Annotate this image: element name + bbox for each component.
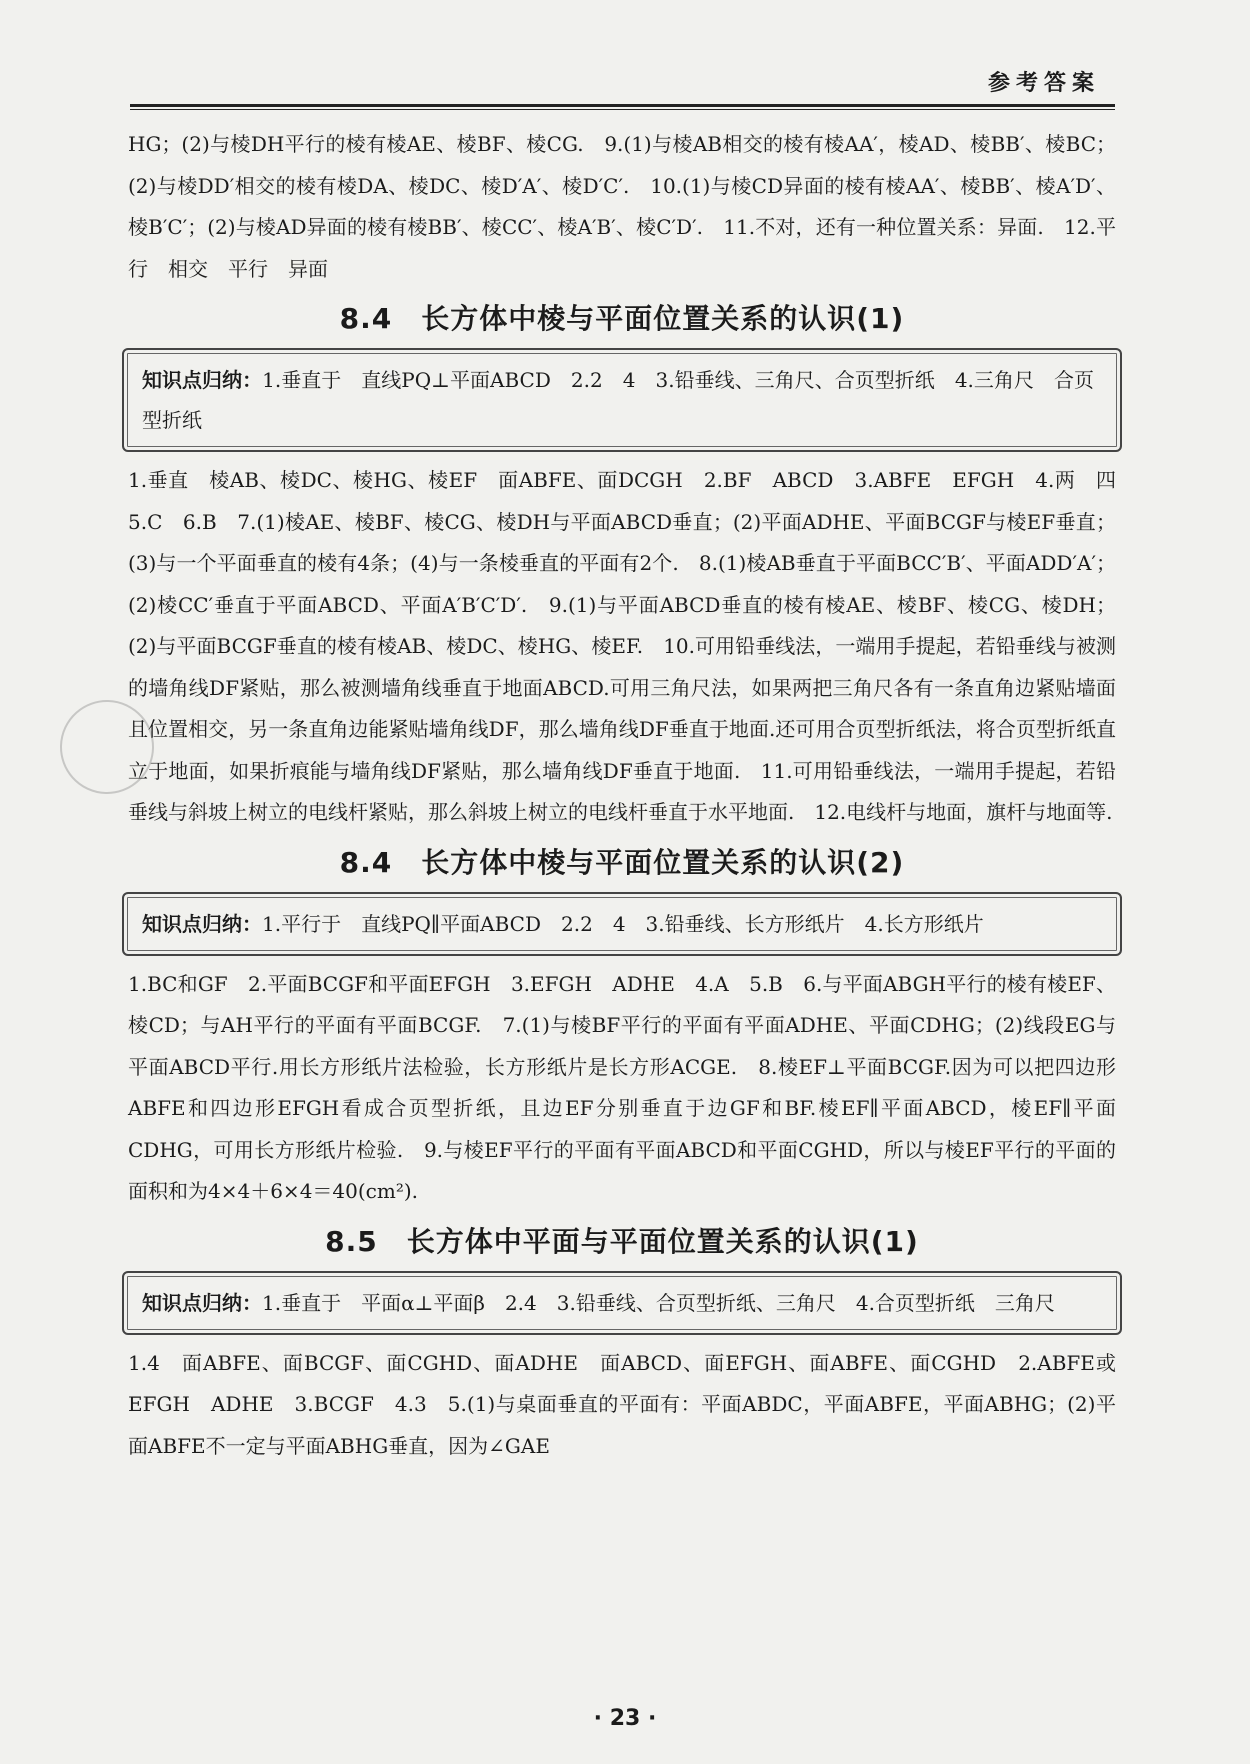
- summary-box: [122, 348, 1122, 452]
- intro-paragraph: HG；(2)与棱DH平行的棱有棱AE、棱BF、棱CG. 9.(1)与棱AB相交的棱有棱AA′，棱AD、棱BB′、棱BC；(2)与棱DD′相交的棱有棱DA、棱DC、棱D′A′、棱D′C′. 10.(1)与棱CD异面的棱有棱AA′、棱BB′、棱A′D′、棱B′C′；(2)与棱AD异面的棱有棱BB′、棱CC′、棱A′B′、棱C′D′. 11.不对，还有一种位置关系：异面. 12.平行 相交 平行 异面: [128, 132, 1116, 281]
- answer-paragraph: 1.4 面ABFE、面BCGF、面CGHD、面ADHE 面ABCD、面EFGH、面ABFE、面CGHD 2.ABFE或EFGH ADHE 3.BCGF 4.3 5.(1)与桌面垂直的平面有：平面ABDC，平面ABFE，平面ABHG；(2)平面ABFE不一定与平面ABHG垂直，因为∠GAE: [128, 1350, 1116, 1458]
- answer-paragraph: 1.垂直 棱AB、棱DC、棱HG、棱EF 面ABFE、面DCGH 2.BF ABCD 3.ABFE EFGH 4.两 四 5.C 6.B 7.(1)棱AE、棱BF、棱CG、棱DH与平面ABCD垂直；(2)平面ADHE、平面BCGF与棱EF垂直；(3)与一个平面垂直的棱有4条；(4)与一条棱垂直的平面有2个. 8.(1)棱AB垂直于平面BCC′B′、平面ADD′A′；(2)棱CC′垂直于平面ABCD、平面A′B′C′D′. 9.(1)与平面ABCD垂直的棱有棱AE、棱BF、棱CG、棱DH；(2)与平面BCGF垂直的棱有棱AB、棱DC、棱HG、棱EF. 10.可用铅垂线法，一端用手提起，若铅垂线与被测的墙角线DF紧贴，那么被测墙角线垂直于地面ABCD.可用三角尺法，如果两把三角尺各有一条直角边紧贴墙面且位置相交，另一条直角边能紧贴墙角线DF，那么墙角线DF垂直于地面.还可用合页型折纸法，将合页型折纸直立于地面，如果折痕能与墙角线DF紧贴，那么墙角线DF垂直于地面. 11.可用铅垂线法，一端用手提起，若铅垂线与斜坡上树立的电线杆紧贴，那么斜坡上树立的电线杆垂直于水平地面. 12.电线杆与地面，旗杆与地面等.: [128, 468, 1136, 824]
- page-number: · 23 ·: [593, 1706, 657, 1731]
- section-title: 8.4 长方体中棱与平面位置关系的认识(1): [339, 302, 905, 335]
- section-title: 8.5 长方体中平面与平面位置关系的认识(1): [325, 1224, 919, 1258]
- summary-label: 知识点归纳：: [142, 911, 262, 936]
- header-rule: [130, 104, 1115, 107]
- summary-text: 1.平行于 直线PQ∥平面ABCD 2.2 4 3.铅垂线、长方形纸片 4.长方形纸片: [262, 911, 984, 936]
- content: [128, 124, 1136, 1467]
- summary-label: 知识点归纳：: [142, 368, 263, 392]
- answer-paragraph: 1.BC和GF 2.平面BCGF和平面EFGH 3.EFGH ADHE 4.A 5.B 6.与平面ABGH平行的棱有棱EF、棱CD；与AH平行的平面有平面BCGF. 7.(1)与棱BF平行的平面有平面ADHE、平面CDHG；(2)线段EG与平面ABCD平行.用长方形纸片法检验，长方形纸片是长方形ACGE. 8.棱EF⊥平面BCGF.因为可以把四边形ABFE和四边形EFGH看成合页型折纸，且边EF分别垂直于边GF和BF.棱EF∥平面ABCD，棱EF∥平面CDHG，可用长方形纸片检验. 9.与棱EF平行的平面有平面ABCD和平面CGHD，所以与棱EF平行的平面的面积和为4×4＋6×4＝40(cm²).: [128, 971, 1116, 1203]
- section-8-5-1: [128, 1219, 1116, 1468]
- summary-box: [122, 1271, 1122, 1335]
- header-rule-thin: [130, 109, 1115, 110]
- summary-label: 知识点归纳：: [142, 1290, 262, 1315]
- summary-paragraph: [142, 1283, 1094, 1323]
- summary-paragraph: [142, 904, 1094, 944]
- section-8-4-2: [128, 840, 1116, 1213]
- summary-text: 1.垂直于 直线PQ⊥平面ABCD 2.2 4 3.铅垂线、三角尺、合页型折纸 4.三角尺 合页型折纸: [142, 368, 1095, 432]
- section-title: 8.4 长方体中棱与平面位置关系的认识(2): [339, 845, 905, 879]
- header-label: 参考答案: [987, 71, 1100, 96]
- section-8-4-1: [128, 296, 1136, 834]
- summary-text: 1.垂直于 平面α⊥平面β 2.4 3.铅垂线、合页型折纸、三角尺 4.合页型折纸 三角尺: [262, 1290, 1055, 1315]
- summary-box: [122, 892, 1122, 956]
- summary-paragraph: [142, 360, 1094, 440]
